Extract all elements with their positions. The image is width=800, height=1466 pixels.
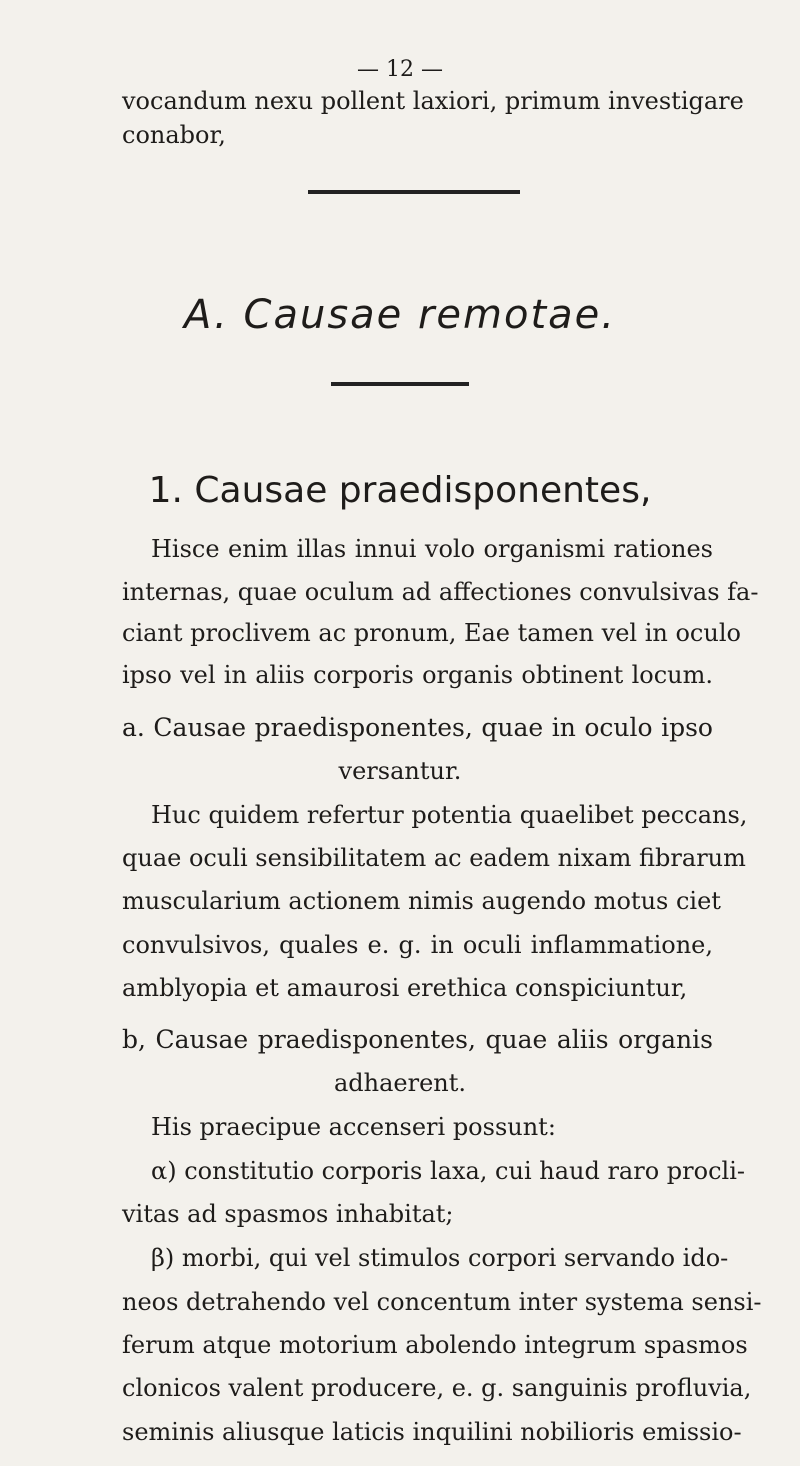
para3-line-4: β) morbi, qui vel stimulos corpori servando ido- (151, 1244, 729, 1272)
para3-line-8: seminis aliusque laticis inquilini nobilioris emissio- (122, 1418, 742, 1446)
para1-line-3: ciant proclivem ac pronum, Eae tamen vel in oculo (122, 619, 741, 647)
para2-line-2: quae oculi sensibilitatem ac eadem nixam fibrarum (122, 844, 746, 872)
intro-line-2: conabor, (122, 121, 226, 149)
page-number: — 12 — (357, 57, 443, 82)
subsection-1-title: 1. Causae praedisponentes, (148, 470, 652, 511)
para2-line-3: muscularium actionem nimis augendo motus ciet (122, 887, 721, 915)
para3-line-3: vitas ad spasmos inhabitat; (122, 1200, 454, 1228)
para2-line-1: Huc quidem refertur potentia quaelibet peccans, (151, 801, 748, 829)
subheading-a-line-2: versantur. (338, 757, 462, 785)
divider-rule (308, 190, 520, 194)
para2-line-5: amblyopia et amaurosi erethica conspiciuntur, (122, 974, 688, 1002)
para3-line-1: His praecipue accenseri possunt: (151, 1113, 556, 1141)
subheading-a-line-1: a. Causae praedisponentes, quae in oculo ipso (122, 713, 713, 742)
para3-line-7: clonicos valent producere, e. g. sanguinis profluvia, (122, 1374, 752, 1402)
para3-line-5: neos detrahendo vel concentum inter systema sensi- (122, 1288, 762, 1316)
para2-line-4: convulsivos, quales e. g. in oculi inflammatione, (122, 931, 713, 959)
section-a-title: A. Causae remotae. (183, 292, 616, 338)
divider-rule (331, 382, 469, 386)
para1-line-2: internas, quae oculum ad affectiones convulsivas fa- (122, 578, 759, 606)
intro-line-1: vocandum nexu pollent laxiori, primum investigare (122, 87, 744, 115)
para3-line-6: ferum atque motorium abolendo integrum spasmos (122, 1331, 748, 1359)
para3-line-2: α) constitutio corporis laxa, cui haud raro procli- (151, 1157, 745, 1185)
subheading-b-line-2: adhaerent. (333, 1069, 467, 1097)
para1-line-4: ipso vel in aliis corporis organis obtinent locum. (122, 661, 713, 689)
para1-line-1: Hisce enim illas innui volo organismi rationes (151, 535, 713, 563)
subheading-b-line-1: b, Causae praedisponentes, quae aliis organis (122, 1025, 713, 1054)
